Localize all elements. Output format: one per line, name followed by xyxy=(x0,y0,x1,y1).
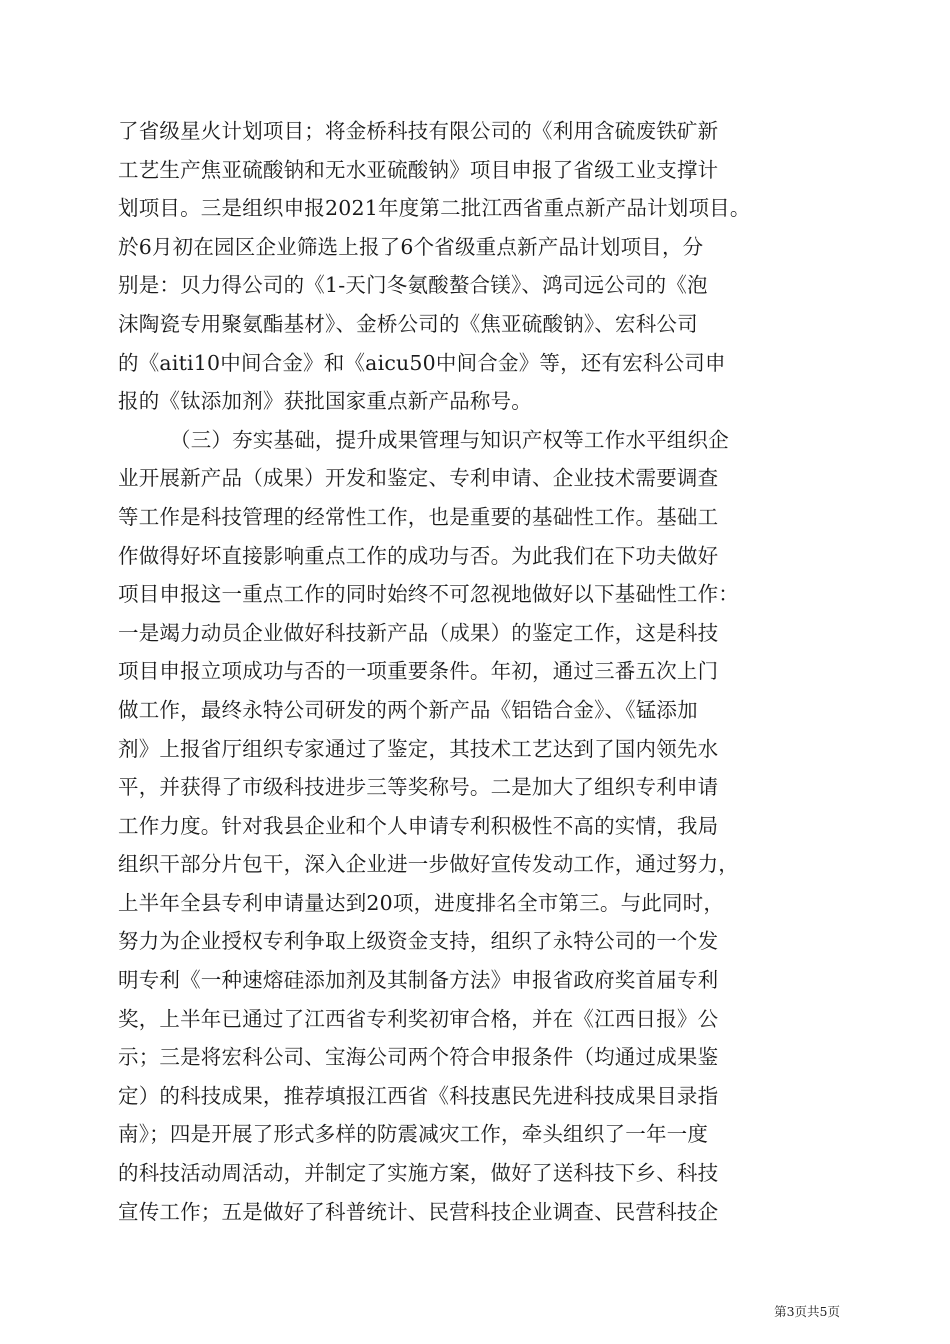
section-heading-line: （三）夯实基础，提升成果管理与知识产权等工作水平组织企 xyxy=(170,427,729,452)
text-line: 报的《钛添加剂》获批国家重点新产品称号。 xyxy=(118,389,532,414)
body-text xyxy=(118,112,838,1231)
text-line: 於6月初在园区企业筛选上报了6个省级重点新产品计划项目，分 xyxy=(118,234,704,259)
text-line: 工作力度。针对我县企业和个人申请专利积极性不高的实情，我局 xyxy=(118,813,719,838)
text-line: 项目申报这一重点工作的同时始终不可忽视地做好以下基础性工作： xyxy=(118,582,739,607)
text-line: 划项目。三是组织申报2021年度第二批江西省重点新产品计划项目。 xyxy=(118,196,751,221)
text-line: 了省级星火计划项目；将金桥科技有限公司的《利用含硫废铁矿新 xyxy=(118,119,719,143)
text-line: 平，并获得了市级科技进步三等奖称号。二是加大了组织专利申请 xyxy=(118,775,719,800)
text-line: 组织干部分片包干，深入企业进一步做好宣传发动工作，通过努力， xyxy=(118,852,739,877)
text-line: 上半年全县专利申请量达到20项，进度排名全市第三。与此同时， xyxy=(118,890,725,915)
text-line: 沫陶瓷专用聚氨酯基材》、金桥公司的《焦亚硫酸钠》、宏科公司 xyxy=(118,311,698,336)
text-line: 的《aiti10中间合金》和《aicu50中间合金》等，还有宏科公司申 xyxy=(118,350,726,375)
text-line: 明专利《一种速熔硅添加剂及其制备方法》申报省政府奖首届专利 xyxy=(118,968,719,993)
text-line: 工艺生产焦亚硫酸钠和无水亚硫酸钠》项目申报了省级工业支撑计 xyxy=(118,157,719,182)
text-line: 做工作，最终永特公司研发的两个新产品《铝锆合金》、《锰添加 xyxy=(118,697,698,722)
text-line: 奖，上半年已通过了江西省专利奖初审合格，并在《江西日报》公 xyxy=(118,1006,719,1031)
text-line: 项目申报立项成功与否的一项重要条件。年初，通过三番五次上门 xyxy=(118,659,719,684)
text-line: 作做得好坏直接影响重点工作的成功与否。为此我们在下功夫做好 xyxy=(118,543,719,568)
text-line: 努力为企业授权专利争取上级资金支持，组织了永特公司的一个发 xyxy=(118,929,719,954)
text-line: 宣传工作；五是做好了科普统计、民营科技企业调查、民营科技企 xyxy=(118,1199,719,1224)
text-line: 等工作是科技管理的经常性工作，也是重要的基础性工作。基础工 xyxy=(118,504,719,529)
text-line: 别是：贝力得公司的《1-天门冬氨酸螯合镁》、鸿司远公司的《泡 xyxy=(118,273,708,298)
text-line: 示；三是将宏科公司、宝海公司两个符合申报条件（均通过成果鉴 xyxy=(118,1045,719,1070)
text-line: 业开展新产品（成果）开发和鉴定、专利申请、企业技术需要调查 xyxy=(118,466,719,491)
text-line: 南》；四是开展了形式多样的防震减灾工作，牵头组织了一年一度 xyxy=(118,1122,709,1147)
text-line: 的科技活动周活动，并制定了实施方案，做好了送科技下乡、科技 xyxy=(118,1161,719,1186)
text-line: 一是竭力动员企业做好科技新产品（成果）的鉴定工作，这是科技 xyxy=(118,620,719,645)
text-line: 定）的科技成果，推荐填报江西省《科技惠民先进科技成果目录指 xyxy=(118,1083,719,1108)
page-number: 第3页共5页 xyxy=(774,1304,840,1319)
text-line: 剂》上报省厅组织专家通过了鉴定，其技术工艺达到了国内领先水 xyxy=(118,736,719,761)
